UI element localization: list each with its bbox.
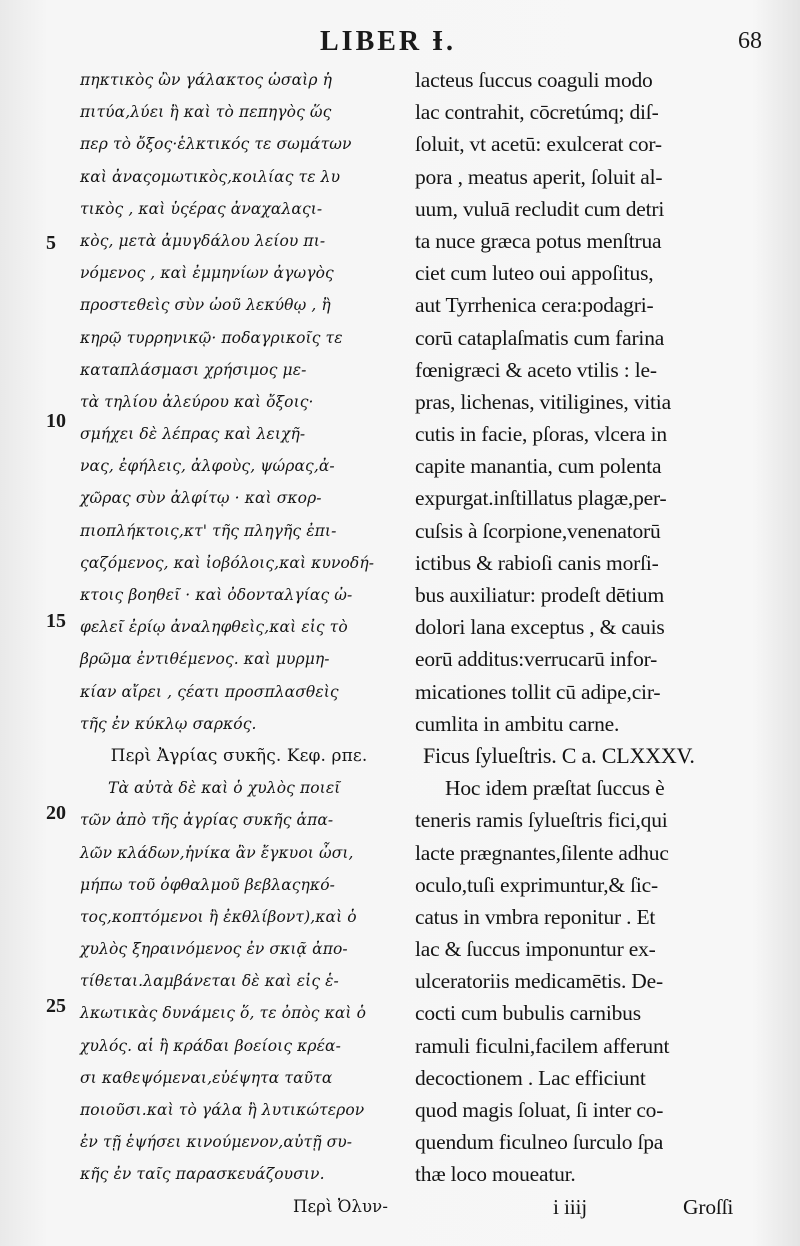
latin-line: decoctionem . Lac efficiunt	[415, 1065, 646, 1090]
greek-line: Τὰ αὐτὰ δὲ καὶ ὁ χυλὸς ποιεῖ	[108, 779, 341, 798]
running-title: LIBER Ɨ.	[320, 26, 457, 57]
greek-line: ποιοῦσι.καὶ τὸ γάλα ἢ λυτικώτερον	[80, 1101, 365, 1119]
latin-line: pras, lichenas, vitiligines, vitia	[415, 389, 671, 414]
latin-line: teneris ramis ſylueſtris fici,qui	[415, 808, 668, 833]
greek-line: πιοπλήκτοις,κτ' τῆς πληγῆς ἐπι-	[80, 521, 337, 540]
latin-line: lac contrahit, cōcretúmq; diſ-	[415, 100, 659, 125]
greek-line: λῶν κλάδων,ἡνίκα ἂν ἔγκυοι ὦσι,	[80, 843, 354, 862]
latin-line: lac & ſuccus imponuntur ex-	[415, 937, 656, 962]
line-number-25: 25	[46, 995, 66, 1017]
latin-line: Hoc idem præſtat ſuccus è	[445, 776, 665, 801]
latin-chapter-heading: Ficus ſylueſtris. C a. CLXXXV.	[423, 742, 695, 768]
greek-line: τίθεται.λαμβάνεται δὲ καὶ εἰς ἑ-	[80, 972, 339, 991]
page-header	[0, 10, 800, 60]
greek-line: μήπω τοῦ ὀφθαλμοῦ βεβλαςηκό-	[80, 875, 335, 894]
greek-line: κτοις βοηθεῖ · καὶ ὀδονταλγίας ὠ-	[80, 586, 353, 604]
latin-line: thæ loco moueatur.	[415, 1162, 576, 1187]
greek-line: τῆς ἐν κύκλῳ σαρκός.	[80, 714, 257, 733]
greek-line: τος,κοπτόμενοι ἢ ἐκθλίβοντ),καὶ ὁ	[80, 907, 357, 926]
latin-line: ulceratoriis medicamētis. De-	[415, 969, 663, 994]
line-number-15: 15	[46, 610, 66, 632]
greek-line: ςαζόμενος, καὶ ἰοβόλοις,καὶ κυνοδή-	[80, 553, 375, 572]
latin-line: ramuli ficulni,facilem afferunt	[415, 1033, 670, 1058]
latin-line: ſoluit, vt acetū: exulcerat cor-	[415, 132, 662, 157]
greek-line: λκωτικὰς δυνάμεις ὅ, τε ὀπὸς καὶ ὁ	[80, 1004, 367, 1023]
latin-line: corū cataplaſmatis cum farina	[415, 325, 665, 350]
signature-line	[415, 1191, 760, 1223]
line-number-5: 5	[46, 232, 56, 254]
latin-line: ta nuce græca potus menſtrua	[415, 228, 662, 253]
greek-line: χυλὸς ξηραινόμενος ἐν σκιᾷ ἀπο-	[80, 940, 348, 959]
greek-chapter-heading: Περὶ Ἀγρίας συκῆς. Κεφ. ρπε.	[110, 745, 368, 766]
latin-line: lacte prægnantes,ſilente adhuc	[415, 840, 669, 865]
latin-line: cuſsis à ſcorpione,venenatorū	[415, 518, 661, 543]
greek-line: καὶ ἀναςομωτικὸς,κοιλίας τε λυ	[80, 167, 341, 186]
latin-line: micationes tollit cū adipe,cir-	[415, 679, 661, 704]
line-number-20: 20	[46, 802, 66, 824]
latin-line: ictibus & rabioſi canis morſi-	[415, 550, 659, 575]
greek-line: χῶρας σὺν ἀλφίτῳ · καὶ σκορ-	[80, 489, 322, 508]
greek-catchword: Περὶ Ὀλυν-	[293, 1196, 388, 1216]
greek-line: καταπλάσμασι χρήσιμος με-	[80, 360, 307, 379]
greek-line: βρῶμα ἐντιθέμενος. καὶ μυρμη-	[80, 650, 330, 669]
greek-line: σμήχει δὲ λέπρας καὶ λειχῆ-	[80, 425, 306, 444]
latin-line: uum, vuluā recludit cum detri	[415, 196, 665, 221]
greek-line: ἐν τῇ ἑψήσει κινούμενον,αὐτῇ συ-	[80, 1133, 353, 1152]
latin-line: quod magis ſoluat, ſi inter co-	[415, 1098, 664, 1122]
greek-line: νας, ἐφήλεις, ἀλφοὺς, ψώρας,ἀ-	[80, 457, 335, 476]
latin-line: cocti cum bubulis carnibus	[415, 1001, 641, 1026]
latin-line: lacteus ſuccus coaguli modo	[415, 68, 653, 92]
greek-line: κὸς, μετὰ ἀμυγδάλου λείου πι-	[80, 231, 326, 250]
greek-line: σι καθεψόμεναι,εὐέψητα ταῦτα	[80, 1068, 333, 1087]
line-number-10: 10	[46, 410, 66, 432]
greek-line: πηκτικὸς ὢν γάλακτος ὡσαὶρ ἡ	[80, 71, 332, 89]
latin-line: oculo,tuſi exprimuntur,& ſic-	[415, 872, 658, 897]
latin-line: cumlita in ambitu carne.	[415, 711, 620, 736]
greek-line: τῶν ἀπὸ τῆς ἀγρίας συκῆς ἁπα-	[80, 811, 334, 830]
greek-line: νόμενος , καὶ ἐμμηνίων ἀγωγὸς	[80, 264, 334, 283]
greek-line: πιτύα,λύει ἢ καὶ τὸ πεπηγὸς ὥς	[80, 103, 332, 122]
latin-line: pora , meatus aperit, ſoluit al-	[415, 164, 663, 189]
latin-line: ciet cum luteo oui appoſitus,	[415, 261, 654, 286]
page-number: 68	[738, 28, 762, 54]
latin-line: cutis in facie, pſoras, vlcera in	[415, 422, 667, 447]
signature-mark: i iiij	[553, 1194, 588, 1219]
latin-catchword: Groſſi	[683, 1194, 734, 1219]
greek-line: περ τὸ ὄξος·ἑλκτικός τε σωμάτων	[80, 135, 352, 154]
latin-line: expurgat.inſtillatus plagæ,per-	[415, 486, 667, 511]
latin-line: bus auxiliatur: prodeſt dētium	[415, 583, 664, 607]
latin-line: fœnigræci & aceto vtilis : le-	[415, 357, 657, 382]
greek-line: κίαν αἴρει , ςέατι προσπλασθεὶς	[80, 682, 339, 701]
greek-line: προστεθεὶς σὺν ὠοῦ λεκύθῳ , ἢ	[80, 296, 331, 315]
latin-line: eorū additus:verrucarū infor-	[415, 647, 658, 672]
margin-line-numbers	[0, 0, 80, 1246]
latin-line: aut Tyrrhenica cera:podagri-	[415, 293, 654, 318]
greek-line: τὰ τηλίου ἀλεύρου καὶ ὄξοις·	[80, 392, 314, 411]
greek-line: κῆς ἐν ταῖς παρασκευάζουσιν.	[80, 1165, 325, 1184]
greek-line: φελεῖ ἐρίῳ ἀναληφθεὶς,καὶ εἰς τὸ	[80, 618, 348, 637]
greek-line: τικὸς , καὶ ὑςέρας ἀναχαλαςι-	[80, 199, 323, 218]
latin-line: capite manantia, cum polenta	[415, 454, 662, 479]
latin-line: dolori lana exceptus , & cauis	[415, 615, 665, 640]
greek-line: κηρῷ τυρρηνικῷ· ποδαγρικοῖς τε	[80, 328, 343, 347]
latin-line: catus in vmbra reponitur . Et	[415, 904, 656, 929]
greek-column	[80, 64, 398, 1223]
latin-column	[415, 64, 760, 1223]
greek-line: χυλός. αἱ ἢ κράδαι βοείοις κρέα-	[80, 1036, 341, 1055]
latin-line: quendum ficulneo ſurculo ſpa	[415, 1130, 664, 1155]
